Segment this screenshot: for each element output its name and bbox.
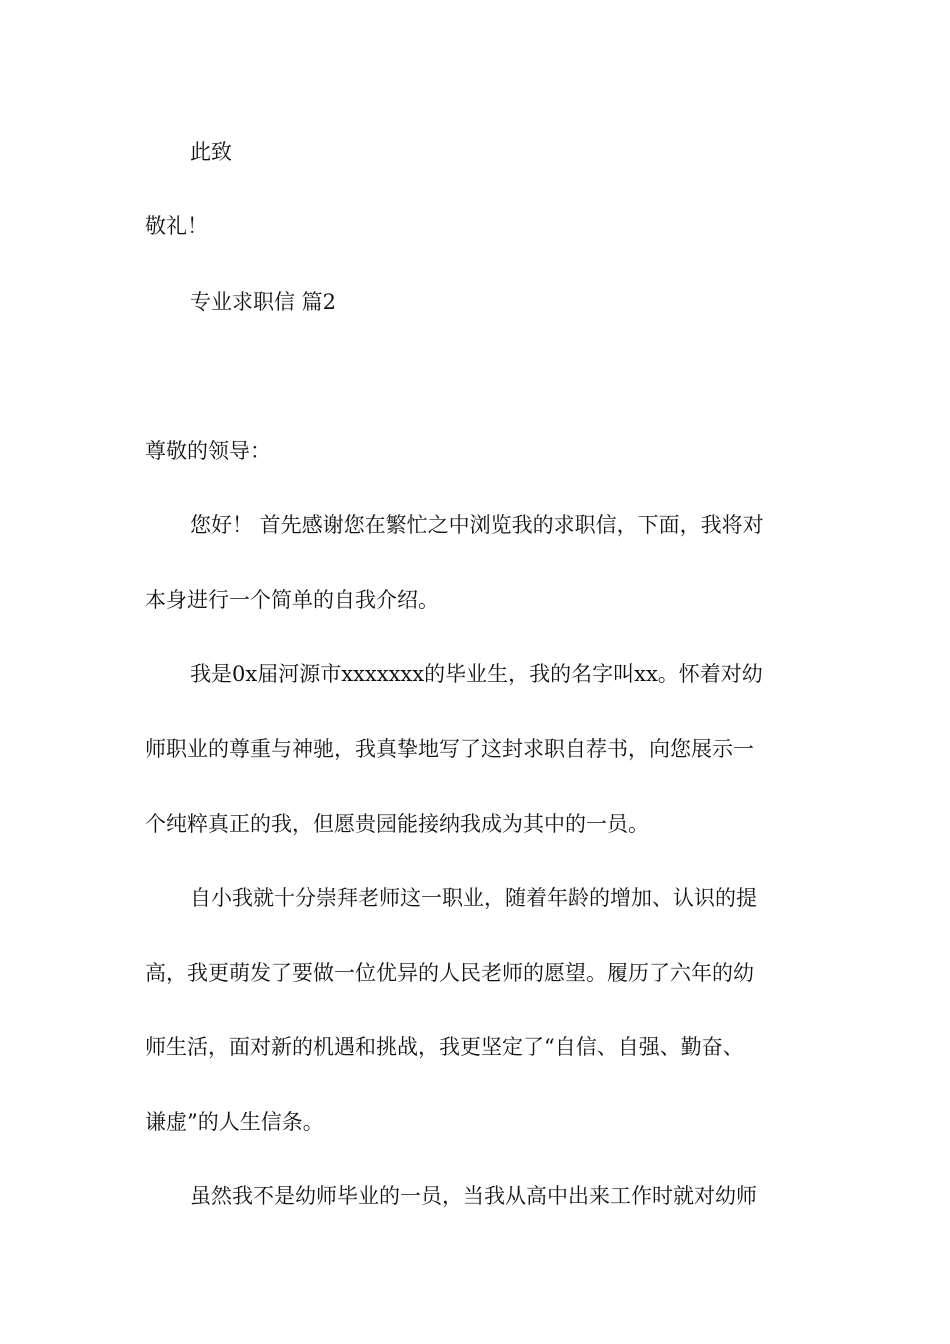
salutation-closing: 敬礼！ (145, 214, 208, 238)
paragraph-line: 虽然我不是幼师毕业的一员，当我从高中出来工作时就对幼师 (190, 1184, 757, 1208)
paragraph-line: 个纯粹真正的我，但愿贵园能接纳我成为其中的一员。 (145, 812, 649, 836)
letter-greeting: 尊敬的领导： (145, 439, 271, 463)
paragraph-line: 本身进行一个简单的自我介绍。 (145, 588, 439, 612)
paragraph-line: 您好！ 首先感谢您在繁忙之中浏览我的求职信，下面，我将对 (190, 513, 764, 537)
paragraph-line: 师生活，面对新的机遇和挑战，我更坚定了“自信、自强、勤奋、 (145, 1035, 744, 1059)
section-heading: 专业求职信 篇2 (190, 290, 337, 314)
paragraph-line: 谦虚”的人生信条。 (145, 1110, 324, 1134)
paragraph-line: 师职业的尊重与神驰，我真挚地写了这封求职自荐书，向您展示一 (145, 737, 754, 761)
paragraph-line: 高，我更萌发了要做一位优异的人民老师的愿望。履历了六年的幼 (145, 961, 754, 985)
closing-line: 此致 (190, 140, 232, 164)
paragraph-line: 我是0x届河源市xxxxxxx的毕业生，我的名字叫xx。怀着对幼 (190, 662, 763, 686)
paragraph-line: 自小我就十分崇拜老师这一职业，随着年龄的增加、认识的提 (190, 886, 757, 910)
